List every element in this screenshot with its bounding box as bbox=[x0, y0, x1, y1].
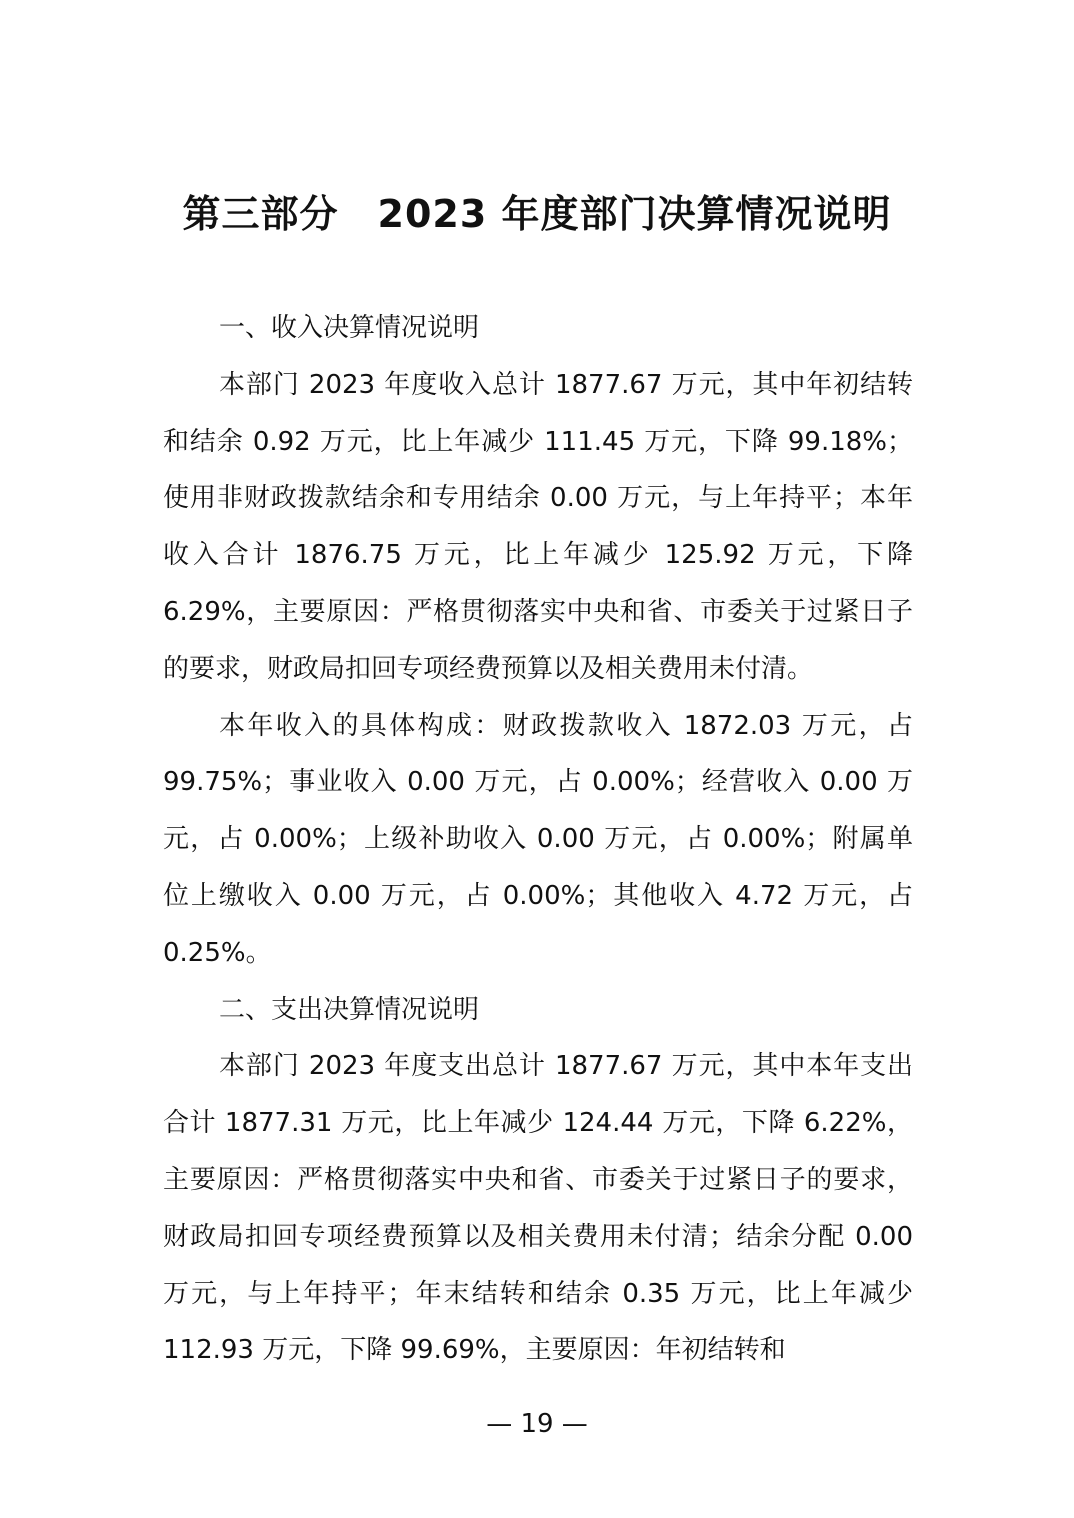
paragraph-income-summary: 本部门 2023 年度收入总计 1877.67 万元，其中年初结转和结余 0.92 万元，比上年减少 111.45 万元，下降 99.18%；使用非财政拨款结余和专用结余 0.00 万元，与上年持平；本年收入合计 1876.75 万元，比上年减少 125.92 万元，下降 6.29%，主要原因：严格贯彻落实中央和省、市委关于过紧日子的要求，财政局扣回专项经费预算以及相关费用未付清。 bbox=[163, 369, 913, 684]
page-title: 第三部分 2023 年度部门决算情况说明 bbox=[182, 192, 892, 236]
paragraph-expenditure-summary: 本部门 2023 年度支出总计 1877.67 万元，其中本年支出合计 1877.31 万元，比上年减少 124.44 万元，下降 6.22%，主要原因：严格贯彻落实中央和省、市委关于过紧日子的要求，财政局扣回专项经费预算以及相关费用未付清；结余分配 0.00 万元，与上年持平；年末结转和结余 0.35 万元，比上年减少 112.93 万元，下降 99.69%，主要原因：年初结转和 bbox=[163, 1051, 913, 1366]
section-heading-expenditure: 二、支出决算情况说明 bbox=[219, 994, 480, 1025]
document-body bbox=[163, 300, 913, 1379]
page-number: — 19 — bbox=[486, 1409, 588, 1439]
paragraph-income-composition: 本年收入的具体构成：财政拨款收入 1872.03 万元，占 99.75%；事业收入 0.00 万元，占 0.00%；经营收入 0.00 万元，占 0.00%；上级补助收入 0.00 万元，占 0.00%；附属单位上缴收入 0.00 万元，占 0.00%；其他收入 4.72 万元，占 0.25%。 bbox=[163, 710, 913, 968]
section-heading-income: 一、收入决算情况说明 bbox=[219, 313, 480, 343]
